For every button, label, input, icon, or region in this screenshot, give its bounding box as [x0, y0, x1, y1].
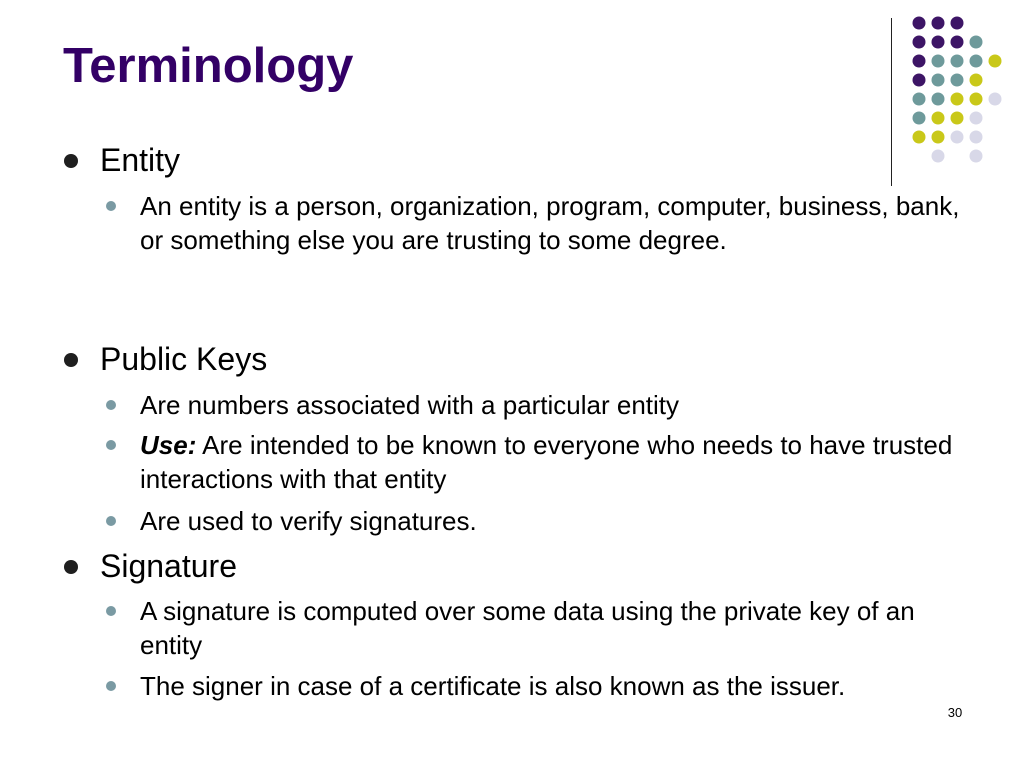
sub-bullet-text: Are numbers associated with a particular entity — [140, 390, 680, 420]
sub-bullet — [140, 504, 970, 538]
bullet-heading: Public Keys — [100, 341, 268, 377]
sub-bullet — [140, 388, 970, 422]
page-number: 30 — [947, 705, 963, 720]
bullet-public-keys — [100, 341, 267, 377]
sub-bullet — [140, 428, 970, 496]
sub-bullet-text: The signer in case of a certificate is also known as the issuer. — [140, 671, 846, 701]
bullet-dot — [64, 353, 78, 367]
bullet-signature — [100, 548, 237, 584]
sub-bullet-text: Are used to verify signatures. — [140, 506, 477, 536]
bullet-dot — [64, 154, 78, 168]
sub-bullet — [140, 669, 970, 703]
sub-bullet-dot — [106, 440, 116, 450]
sub-bullet-dot — [106, 516, 116, 526]
bullet-dot — [64, 560, 78, 574]
sub-bullet-dot — [106, 400, 116, 410]
sub-bullet-dot — [106, 201, 116, 211]
sub-bullet-text: An entity is a person, organization, program, computer, business, bank, or something else you are trusting to some degree. — [140, 191, 960, 255]
sub-bullet-text: A signature is computed over some data using the private key of an entity — [140, 596, 915, 660]
sub-bullet — [140, 594, 970, 662]
bullet-entity — [100, 142, 180, 178]
sub-bullet-dot — [106, 606, 116, 616]
bullet-heading: Entity — [100, 142, 181, 178]
sub-bullet-text: Are intended to be known to everyone who needs to have trusted interactions with that entity — [140, 430, 953, 494]
sub-bullet-dot — [106, 681, 116, 691]
sub-bullet-label: Use: — [140, 430, 197, 460]
bullet-heading: Signature — [100, 548, 237, 584]
sub-bullet — [140, 189, 970, 257]
slide-title: Terminology — [63, 39, 354, 93]
